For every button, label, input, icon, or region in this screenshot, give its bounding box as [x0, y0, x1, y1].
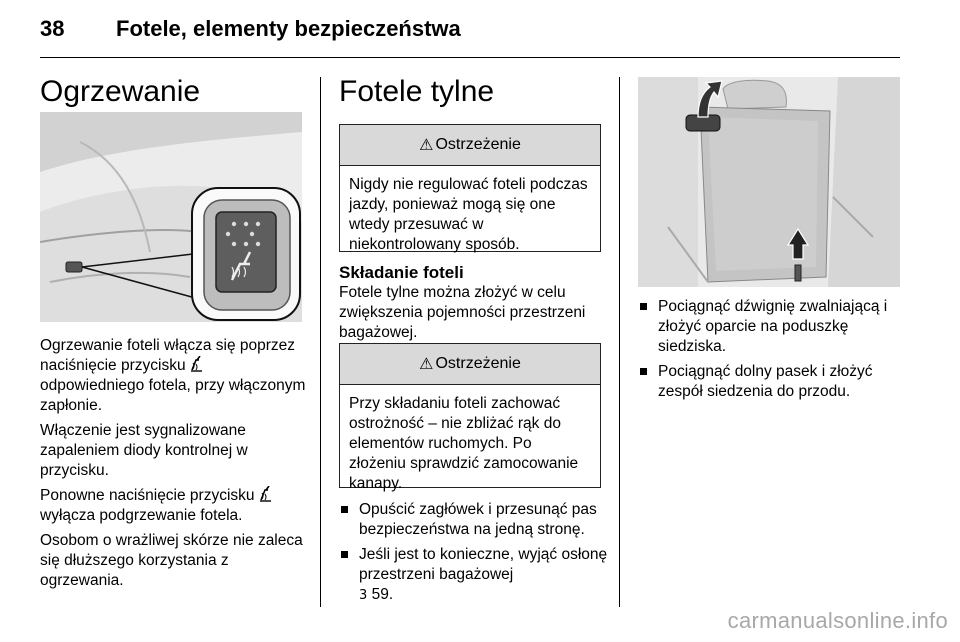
warning-box-2 — [339, 343, 601, 492]
warning-header-2 — [340, 344, 600, 385]
warning-title-2: Ostrzeżenie — [435, 355, 521, 372]
seat-heating-icon — [259, 486, 273, 502]
warning-box-1 — [339, 124, 601, 252]
list-item — [638, 297, 908, 357]
heating-heading: Ogrzewanie — [40, 75, 201, 108]
warning-text-1: Nigdy nie regulować foteli podczas jazdy, ponieważ mogą się one wtedy przesuwać w niekontrolowany sposób. — [349, 176, 588, 253]
page-reference: 59. — [371, 586, 394, 603]
p4: Osobom o wrażliwej skórze nie zaleca się dłuższego korzystania z ogrzewania. — [40, 532, 303, 589]
page-number: 38 — [40, 16, 65, 41]
folding-seats-subheading: Składanie foteli — [339, 263, 464, 282]
column-divider-right — [619, 77, 620, 607]
bullet-square-icon — [341, 551, 348, 558]
heated-seat-illustration — [40, 112, 302, 322]
warning-title-1: Ostrzeżenie — [435, 136, 521, 153]
bullet-text: Pociągnąć dolny pasek i złożyć zespół siedzenia do przodu. — [658, 363, 873, 400]
p2: Włączenie jest sygnalizowane zapaleniem diody kontrolnej w przycisku. — [40, 422, 248, 479]
middle-bullet-list — [339, 500, 609, 611]
bullet-square-icon — [341, 506, 348, 513]
bullet-text: Opuścić zagłówek i przesunąć pas bezpieczeństwa na jedną stronę. — [359, 501, 597, 538]
p3-after: wyłącza podgrzewanie fotela. — [40, 507, 243, 524]
bullet-text: Pociągnąć dźwignię zwalniającą i złożyć oparcie na poduszkę siedziska. — [658, 298, 888, 355]
warning-header-1 — [340, 125, 600, 166]
right-bullet-list — [638, 297, 908, 407]
bullet-square-icon — [640, 303, 647, 310]
header-rule — [40, 57, 900, 58]
bullet-text: Jeśli jest to konieczne, wyjąć osłonę przestrzeni bagażowej — [359, 546, 608, 583]
p1-after: odpowiedniego fotela, przy włączonym zapłonie. — [40, 377, 306, 414]
list-item — [339, 545, 609, 606]
bullet-square-icon — [640, 368, 647, 375]
p3-before: Ponowne naciśnięcie przycisku — [40, 487, 255, 504]
page-reference-arrow-icon: 3 — [359, 588, 368, 603]
page-title: Fotele, elementy bezpieczeństwa — [116, 16, 461, 41]
watermark: carmanualsonline.info — [727, 608, 948, 633]
rear-seats-heading: Fotele tylne — [339, 75, 495, 108]
rear-seat-folding-illustration — [638, 77, 900, 287]
folding-intro: Fotele tylne można złożyć w celu zwiększenia pojemności przestrzeni bagażowej. — [339, 284, 586, 341]
list-item — [339, 500, 609, 540]
heating-description — [40, 336, 310, 596]
column-divider-left — [320, 77, 321, 607]
list-item — [638, 362, 908, 402]
warning-text-2: Przy składaniu foteli zachować ostrożność – nie zbliżać rąk do elementów ruchomych. Po złożeniu sprawdzić zamocowanie kanapy. — [349, 395, 579, 492]
p1-before: Ogrzewanie foteli włącza się poprzez naciśnięcie przycisku — [40, 337, 296, 374]
seat-heating-icon — [190, 356, 204, 372]
warning-icon: ⚠ — [419, 356, 434, 373]
warning-icon: ⚠ — [419, 137, 434, 154]
